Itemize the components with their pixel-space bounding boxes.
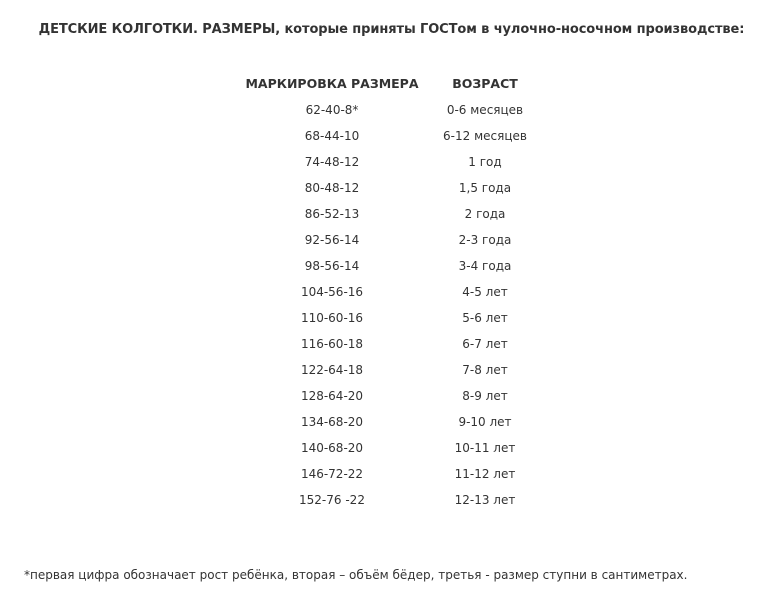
size-marking-cell: 134-68-20 (300, 415, 364, 429)
table-row (0, 357, 783, 383)
size-marking-cell: 104-56-16 (300, 285, 364, 299)
table-row (0, 123, 783, 149)
footnote: *первая цифра обозначает рост ребёнка, вторая – объём бёдер, третья - размер ступни в сантиметрах. (24, 568, 688, 582)
age-cell: 6-12 месяцев (443, 129, 527, 143)
table-row (0, 435, 783, 461)
size-marking-cell: 128-64-20 (300, 389, 364, 403)
age-cell: 8-9 лет (462, 389, 508, 403)
size-marking-cell: 98-56-14 (304, 259, 360, 273)
age-cell: 9-10 лет (458, 415, 512, 429)
age-cell: 3-4 года (458, 259, 512, 273)
table-body (0, 97, 783, 513)
table-row (0, 227, 783, 253)
table-header (0, 71, 783, 97)
table-row (0, 383, 783, 409)
page-title: ДЕТСКИЕ КОЛГОТКИ. РАЗМЕРЫ, которые приняты ГОСТом в чулочно-носочном производстве: (38, 22, 745, 37)
size-marking-cell: 68-44-10 (304, 129, 360, 143)
age-cell: 12-13 лет (454, 493, 516, 507)
table-row (0, 305, 783, 331)
age-cell: 11-12 лет (454, 467, 516, 481)
age-cell: 4-5 лет (462, 285, 508, 299)
size-marking-cell: 122-64-18 (300, 363, 364, 377)
size-marking-cell: 86-52-13 (304, 207, 360, 221)
table-row (0, 201, 783, 227)
age-cell: 0-6 месяцев (446, 103, 524, 117)
size-marking-cell: 152-76 -22 (299, 493, 365, 507)
table-row (0, 487, 783, 513)
age-cell: 10-11 лет (454, 441, 516, 455)
table-row (0, 409, 783, 435)
size-marking-cell: 80-48-12 (304, 181, 360, 195)
age-cell: 6-7 лет (462, 337, 508, 351)
size-marking-cell: 116-60-18 (300, 337, 364, 351)
table-row (0, 461, 783, 487)
table-row (0, 331, 783, 357)
table-row (0, 253, 783, 279)
age-cell: 5-6 лет (462, 311, 508, 325)
size-marking-cell: 110-60-16 (300, 311, 364, 325)
size-marking-cell: 92-56-14 (304, 233, 360, 247)
age-cell: 7-8 лет (462, 363, 508, 377)
size-marking-cell: 74-48-12 (304, 155, 360, 169)
header-age: ВОЗРАСТ (452, 76, 518, 91)
size-marking-cell: 146-72-22 (300, 467, 364, 481)
table-row (0, 149, 783, 175)
age-cell: 2-3 года (458, 233, 512, 247)
age-cell: 1,5 года (458, 181, 512, 195)
size-table (0, 71, 783, 513)
age-cell: 2 года (464, 207, 506, 221)
size-marking-cell: 140-68-20 (300, 441, 364, 455)
table-row (0, 279, 783, 305)
table-row (0, 175, 783, 201)
header-size-marking: МАРКИРОВКА РАЗМЕРА (245, 76, 419, 91)
age-cell: 1 год (468, 155, 502, 169)
table-row (0, 97, 783, 123)
size-marking-cell: 62-40-8* (305, 103, 359, 117)
